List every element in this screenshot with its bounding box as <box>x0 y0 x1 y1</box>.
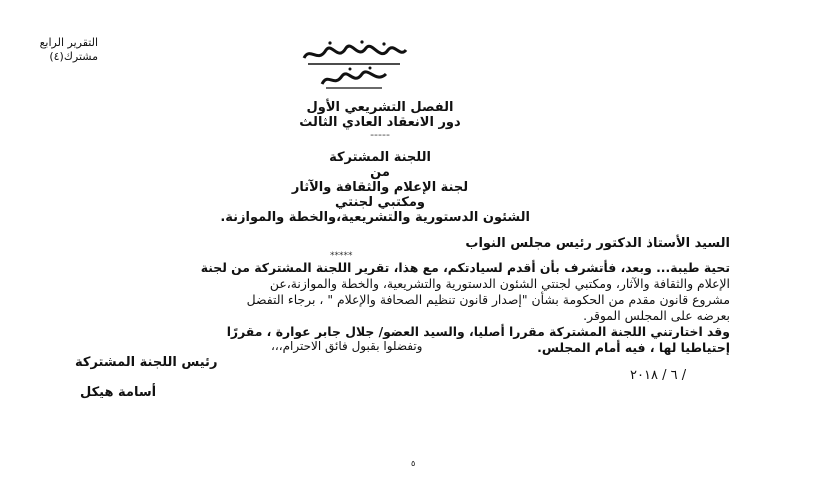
body-line-2: الإعلام والثقافة والآثار، ومكتبي لجنتي الشئون الدستورية والتشريعية، والخطة والموازنة،عن <box>269 276 730 291</box>
session-heading <box>240 100 520 140</box>
heading-separator: ----- <box>370 128 390 141</box>
committee-line-3: لجنة الإعلام والثقافة والآثار <box>291 180 469 195</box>
parliament-logo <box>300 38 408 92</box>
closing-line: وتفضلوا بقبول فائق الاحترام،،، <box>271 339 423 353</box>
committee-line-1: اللجنة المشتركة <box>329 150 431 165</box>
body-line-6: إحتياطيا لها ، فيه أمام المجلس. <box>537 340 730 355</box>
body-line-5: وقد اختارتني اللجنة المشتركة مقررا أصليا، والسيد العضو/ جلال جابر عوارة ، مقررًا <box>226 324 730 339</box>
date: / ٦ / ٢٠١٨ <box>630 368 687 383</box>
committee-block <box>220 150 530 225</box>
signature-name: أسامة هيكل <box>80 385 157 400</box>
body-line-1: تحية طيبة... وبعد، فأتشرف بأن أقدم لسيادتكم، مع هذا، تقرير اللجنة المشتركة من لجنة <box>200 260 730 275</box>
salutation: السيد الأستاذ الدكتور رئيس مجلس النواب <box>465 236 730 251</box>
star-separator: ***** <box>330 251 353 261</box>
body-line-3: مشروع قانون مقدم من الحكومة بشأن "إصدار قانون تنظيم الصحافة والإعلام " ، برجاء التفضل <box>246 292 730 307</box>
body-line-4: بعرضه على المجلس الموقر. <box>583 308 730 323</box>
legislative-chapter: الفصل التشريعي الأول <box>306 100 454 115</box>
joint-reference: مشترك(٤) <box>49 50 98 63</box>
report-reference <box>40 36 98 64</box>
committee-line-5: الشئون الدستورية والتشريعية،والخطة والموازنة. <box>220 210 530 225</box>
committee-line-4: ومكتبي لجنتي <box>335 195 425 210</box>
report-number: التقرير الرابع <box>39 36 98 49</box>
chair-title: رئيس اللجنة المشتركة <box>75 355 218 370</box>
page-number: ٥ <box>411 459 416 468</box>
session-title: دور الانعقاد العادي الثالث <box>299 115 461 130</box>
committee-line-2: من <box>370 165 390 180</box>
